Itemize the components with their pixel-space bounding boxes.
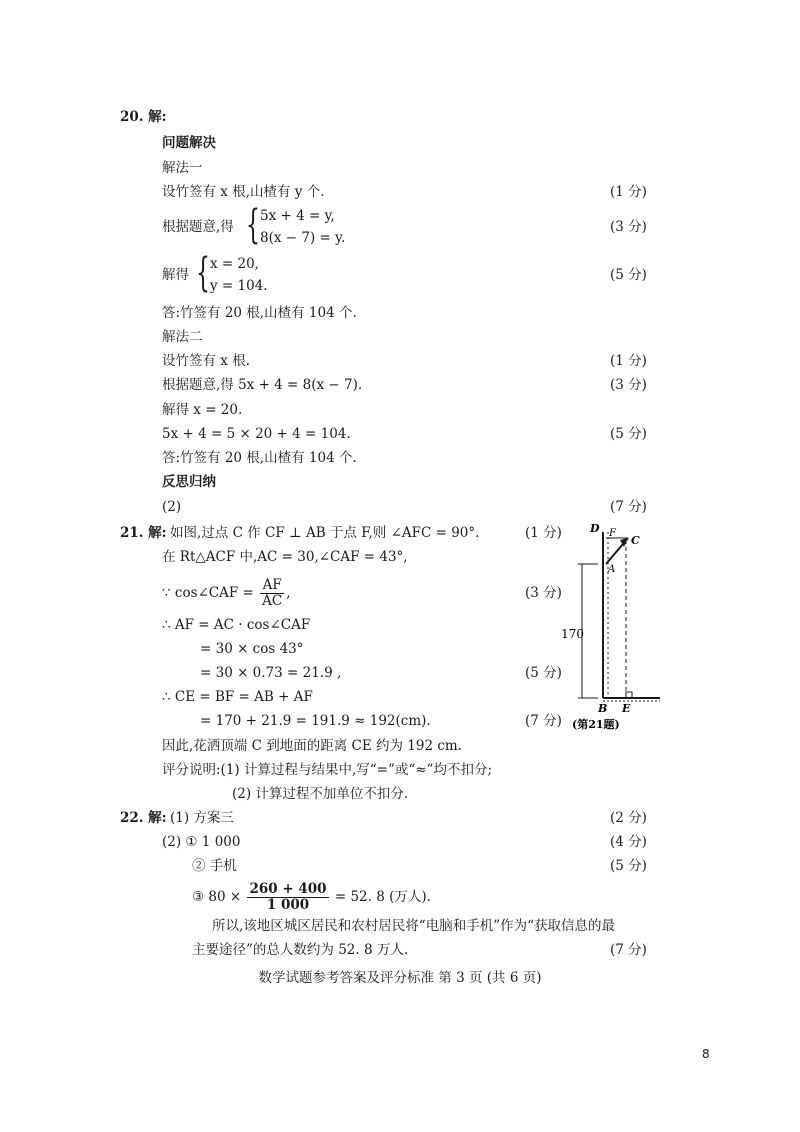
q22-line6: 主要途径”的总人数约为 52. 8 万人.: [192, 942, 409, 958]
q21-score8: (7 分): [525, 713, 562, 729]
q20-method2-title: 解法二: [162, 329, 203, 345]
q22-score6: (7 分): [610, 942, 647, 958]
q20-method1-score3: (5 分): [610, 267, 647, 283]
q21-fraction-denominator: AC: [262, 593, 283, 609]
point-e-label: E: [622, 702, 631, 715]
q21-line7: ∴ CE = BF = AB + AF: [162, 689, 313, 705]
q20-method1-title: 解法一: [162, 160, 203, 176]
left-brace-icon: {: [196, 250, 210, 296]
q21-line8: = 170 + 21.9 = 191.9 ≈ 192(cm).: [200, 713, 431, 729]
q22-line5: 所以,该地区城区居民和农村居民将“电脑和手机”作为“获取信息的最: [212, 918, 615, 934]
q21-line4: ∴ AF = AC · cos∠CAF: [162, 617, 311, 633]
q22-score1: (2 分): [610, 810, 647, 826]
point-b-label: B: [598, 702, 608, 715]
q20-solution-b: y = 104.: [210, 278, 268, 294]
q20-equation-a: 5x + 4 = y,: [260, 208, 335, 224]
q20-method1-line2-prefix: 根据题意,得: [162, 219, 234, 235]
q21-score6: (5 分): [525, 665, 562, 681]
q21-line3-suffix: ,: [286, 585, 291, 601]
q21-conclusion: 因此,花洒顶端 C 到地面的距离 CE 约为 192 cm.: [162, 738, 462, 754]
point-c-label: C: [631, 534, 640, 547]
page-footer: 数学试题参考答案及评分标准 第 3 页 (共 6 页): [258, 970, 542, 986]
q20-method2-line4: 5x + 4 = 5 × 20 + 4 = 104.: [162, 426, 351, 442]
q20-method1-score2: (3 分): [610, 219, 647, 235]
q20-method2-score4: (5 分): [610, 426, 647, 442]
q22-line1: (1) 方案三: [170, 810, 234, 826]
point-f-label: F: [609, 528, 616, 539]
q20-final-score: (7 分): [610, 499, 647, 515]
q20-label: 20. 解:: [120, 109, 167, 125]
q22-line2: (2) ① 1 000: [162, 834, 241, 850]
q21-line3-prefix: ∵ cos∠CAF =: [162, 585, 254, 601]
q20-solution-a: x = 20,: [210, 256, 259, 272]
q22-fraction-denominator: 1 000: [266, 897, 310, 913]
q21-score1: (1 分): [525, 525, 562, 541]
q21-score3: (3 分): [525, 585, 562, 601]
figure-caption: (第21题): [572, 718, 620, 731]
q20-section-reflection: 反思归纳: [162, 474, 216, 490]
q21-line6: = 30 × 0.73 = 21.9 ,: [200, 665, 342, 681]
q20-solution-system: [196, 250, 296, 297]
q22-line3: ② 手机: [192, 858, 237, 874]
q20-method1-line1: 设竹签有 x 根,山楂有 y 个.: [162, 184, 325, 200]
point-d-label: D: [590, 522, 600, 535]
q22-fraction: [247, 882, 328, 913]
q21-figure: [561, 520, 680, 745]
q20-method2-score2: (3 分): [610, 377, 647, 393]
q22-fraction-numerator: 260 + 400: [249, 881, 327, 897]
point-a-label: A: [608, 564, 616, 575]
q20-method2-answer: 答:竹签有 20 根,山楂有 104 个.: [162, 450, 357, 466]
q21-line5: = 30 × cos 43°: [200, 641, 304, 657]
q21-label: 21. 解:: [120, 525, 167, 541]
q20-method2-line2: 根据题意,得 5x + 4 = 8(x − 7).: [162, 377, 363, 393]
dimension-label: 170: [561, 627, 584, 641]
q20-method2-score1: (1 分): [610, 353, 647, 369]
q20-item2: (2): [162, 499, 182, 515]
q21-line2: 在 Rt△ACF 中,AC = 30,∠CAF = 43°,: [162, 549, 408, 565]
q22-line4-prefix: ③ 80 ×: [192, 889, 242, 905]
q22-score2: (4 分): [610, 834, 647, 850]
q21-line1: 如图,过点 C 作 CF ⊥ AB 于点 F,则 ∠AFC = 90°.: [170, 525, 480, 541]
q22-line4: [192, 880, 431, 914]
q21-fraction-numerator: AF: [260, 578, 284, 594]
q22-line4-suffix: = 52. 8 (万人).: [334, 889, 431, 905]
page-number: 8: [702, 1047, 710, 1061]
q20-method1-score1: (1 分): [610, 184, 647, 200]
q21-scoring-note2: (2) 计算过程不加单位不扣分.: [232, 786, 409, 802]
q22-label: 22. 解:: [120, 810, 167, 826]
q21-line3: [162, 576, 291, 610]
q20-section-problem-solving: 问题解决: [162, 135, 216, 151]
q21-fraction: [260, 578, 284, 609]
q20-method2-line1: 设竹签有 x 根.: [162, 353, 250, 369]
q20-equation-b: 8(x − 7) = y.: [260, 230, 346, 246]
q20-equation-system: [246, 202, 366, 249]
q22-score3: (5 分): [610, 858, 647, 874]
q20-method1-line3-prefix: 解得: [162, 267, 189, 283]
q20-method2-line3: 解得 x = 20.: [162, 402, 243, 418]
left-brace-icon: {: [246, 202, 260, 248]
q21-scoring-note1: 评分说明:(1) 计算过程与结果中,写“=”或“≈”均不扣分;: [162, 762, 493, 778]
q20-method1-answer: 答:竹签有 20 根,山楂有 104 个.: [162, 305, 357, 321]
